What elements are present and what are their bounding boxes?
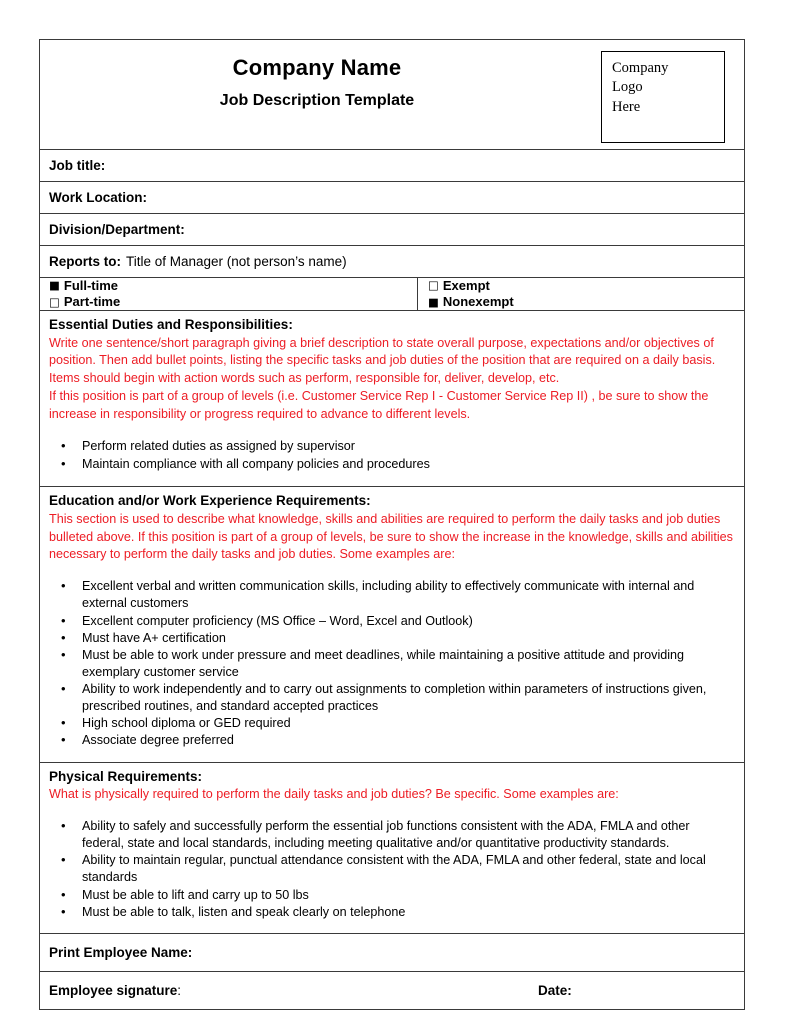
list-item: • Ability to maintain regular, punctual attendance consistent with the ADA, FMLA and other federal, state and local standards (49, 852, 735, 886)
physical-instruction-paragraph: What is physically required to perform the daily tasks and job duties? Be specific. Some examples are: (49, 787, 619, 802)
job-description-table (39, 39, 745, 1010)
education-requirements-section (40, 487, 744, 761)
list-item: • Perform related duties as assigned by supervisor (49, 438, 735, 455)
essential-duties-instruction-paragraph-2: If this position is part of a group of levels (i.e. Customer Service Rep I - Customer Service Rep II) , be sure to show the increase in responsibility or progress required to advance to different levels. (49, 389, 709, 422)
work-location-label: Work Location: (49, 190, 148, 205)
education-bullet-list (49, 578, 735, 749)
header-row (40, 40, 744, 150)
essential-duties-instruction-paragraph-1: Write one sentence/short paragraph giving a brief description to state overall purpose, expectations and/or objectives of position. Then add bullet points, listing the specific tasks and job duties of the position that are required on a daily basis. Items should begin with action words such as perform, responsible for, deliver, develop, etc. (49, 335, 716, 386)
company-logo-placeholder (601, 51, 725, 143)
essential-duties-heading: Essential Duties and Responsibilities: (49, 317, 293, 332)
part-time-label: Part-time (63, 294, 121, 309)
employee-signature-row (40, 972, 744, 1009)
employment-type-column (40, 278, 418, 310)
checkbox-full-time[interactable] (49, 278, 417, 294)
work-location-row (40, 182, 744, 214)
employee-signature-label: Employee signature (49, 982, 178, 998)
division-department-field[interactable] (40, 214, 744, 245)
essential-duties-bullet-list (49, 438, 735, 473)
date-label[interactable]: Date: (538, 982, 572, 998)
checkbox-nonexempt[interactable] (428, 294, 744, 310)
physical-requirements-heading: Physical Requirements: (49, 768, 203, 784)
employment-status-group (40, 278, 744, 310)
logo-placeholder-line-1: Company (612, 60, 669, 76)
division-department-row (40, 214, 744, 246)
list-item: • High school diploma or GED required (49, 715, 735, 732)
unchecked-square-icon: □ (428, 278, 439, 293)
reports-to-label: Reports to: (49, 254, 121, 269)
list-item: • Excellent computer proficiency (MS Office – Word, Excel and Outlook) (49, 613, 735, 630)
reports-to-field[interactable] (40, 246, 744, 277)
list-item: • Excellent verbal and written communication skills, including ability to effectively communicate with internal and external customers (49, 578, 735, 612)
list-item: • Must have A+ certification (49, 630, 735, 647)
list-item: • Ability to work independently and to carry out assignments to completion within parameters of instructions given, prescribed routines, and standard accepted practices (49, 681, 735, 715)
checkbox-part-time[interactable] (49, 294, 417, 310)
list-item: • Must be able to lift and carry up to 50 lbs (49, 887, 735, 904)
physical-requirements-instructions (49, 786, 735, 804)
job-title-field[interactable] (40, 150, 744, 181)
checked-square-icon: ■ (49, 278, 60, 293)
essential-duties-instructions (49, 335, 735, 424)
essential-duties-row (40, 311, 744, 487)
full-time-label: Full-time (63, 277, 119, 293)
flsa-status-column (418, 278, 744, 310)
print-employee-name-field[interactable] (40, 934, 744, 971)
list-item: • Must be able to work under pressure and meet deadlines, while maintaining a positive attitude and providing exemplary customer service (49, 647, 735, 681)
employee-signature-field[interactable] (40, 972, 744, 1009)
checked-square-icon: ■ (428, 294, 439, 309)
document-title: Job Description Template (219, 91, 415, 109)
nonexempt-label: Nonexempt (442, 294, 514, 309)
list-item: • Ability to safely and successfully perform the essential job functions consistent with the ADA, FMLA and other federal, state and local standards, including meeting qualitative and/or quantitative productivity standards. (49, 818, 735, 852)
checkbox-exempt[interactable] (428, 278, 744, 294)
logo-placeholder-line-2: Logo (612, 79, 643, 96)
exempt-label: Exempt (442, 277, 490, 293)
list-item: • Associate degree preferred (49, 732, 735, 749)
list-item: • Maintain compliance with all company policies and procedures (49, 456, 735, 473)
job-title-row (40, 150, 744, 182)
education-requirements-heading: Education and/or Work Experience Requirements: (49, 493, 371, 509)
unchecked-square-icon: □ (49, 294, 60, 309)
employment-status-row (40, 278, 744, 311)
list-item: • Must be able to talk, listen and speak clearly on telephone (49, 904, 735, 921)
company-name: Company Name (232, 55, 402, 80)
education-requirements-row (40, 487, 744, 762)
education-instruction-paragraph: This section is used to describe what knowledge, skills and abilities are required to perform the daily tasks and job duties bulleted above. If this position is part of a group of levels, be sure to show the increase in the knowledge, skills and abilities necessary to perform the daily tasks and job duties. Some examples are: (49, 511, 733, 562)
logo-placeholder-line-3: Here (612, 98, 641, 115)
physical-requirements-row (40, 763, 744, 934)
job-title-label: Job title: (49, 158, 106, 173)
division-department-label: Division/Department: (49, 222, 185, 237)
print-employee-name-label: Print Employee Name: (49, 944, 193, 960)
physical-requirements-section (40, 763, 744, 933)
reports-to-value: Title of Manager (not person’s name) (126, 254, 347, 269)
physical-bullet-list (49, 818, 735, 921)
reports-to-row (40, 246, 744, 278)
employee-signature-colon: : (177, 982, 182, 998)
print-employee-name-row (40, 934, 744, 972)
education-requirements-instructions (49, 511, 735, 565)
essential-duties-section (40, 311, 744, 486)
work-location-field[interactable] (40, 182, 744, 213)
